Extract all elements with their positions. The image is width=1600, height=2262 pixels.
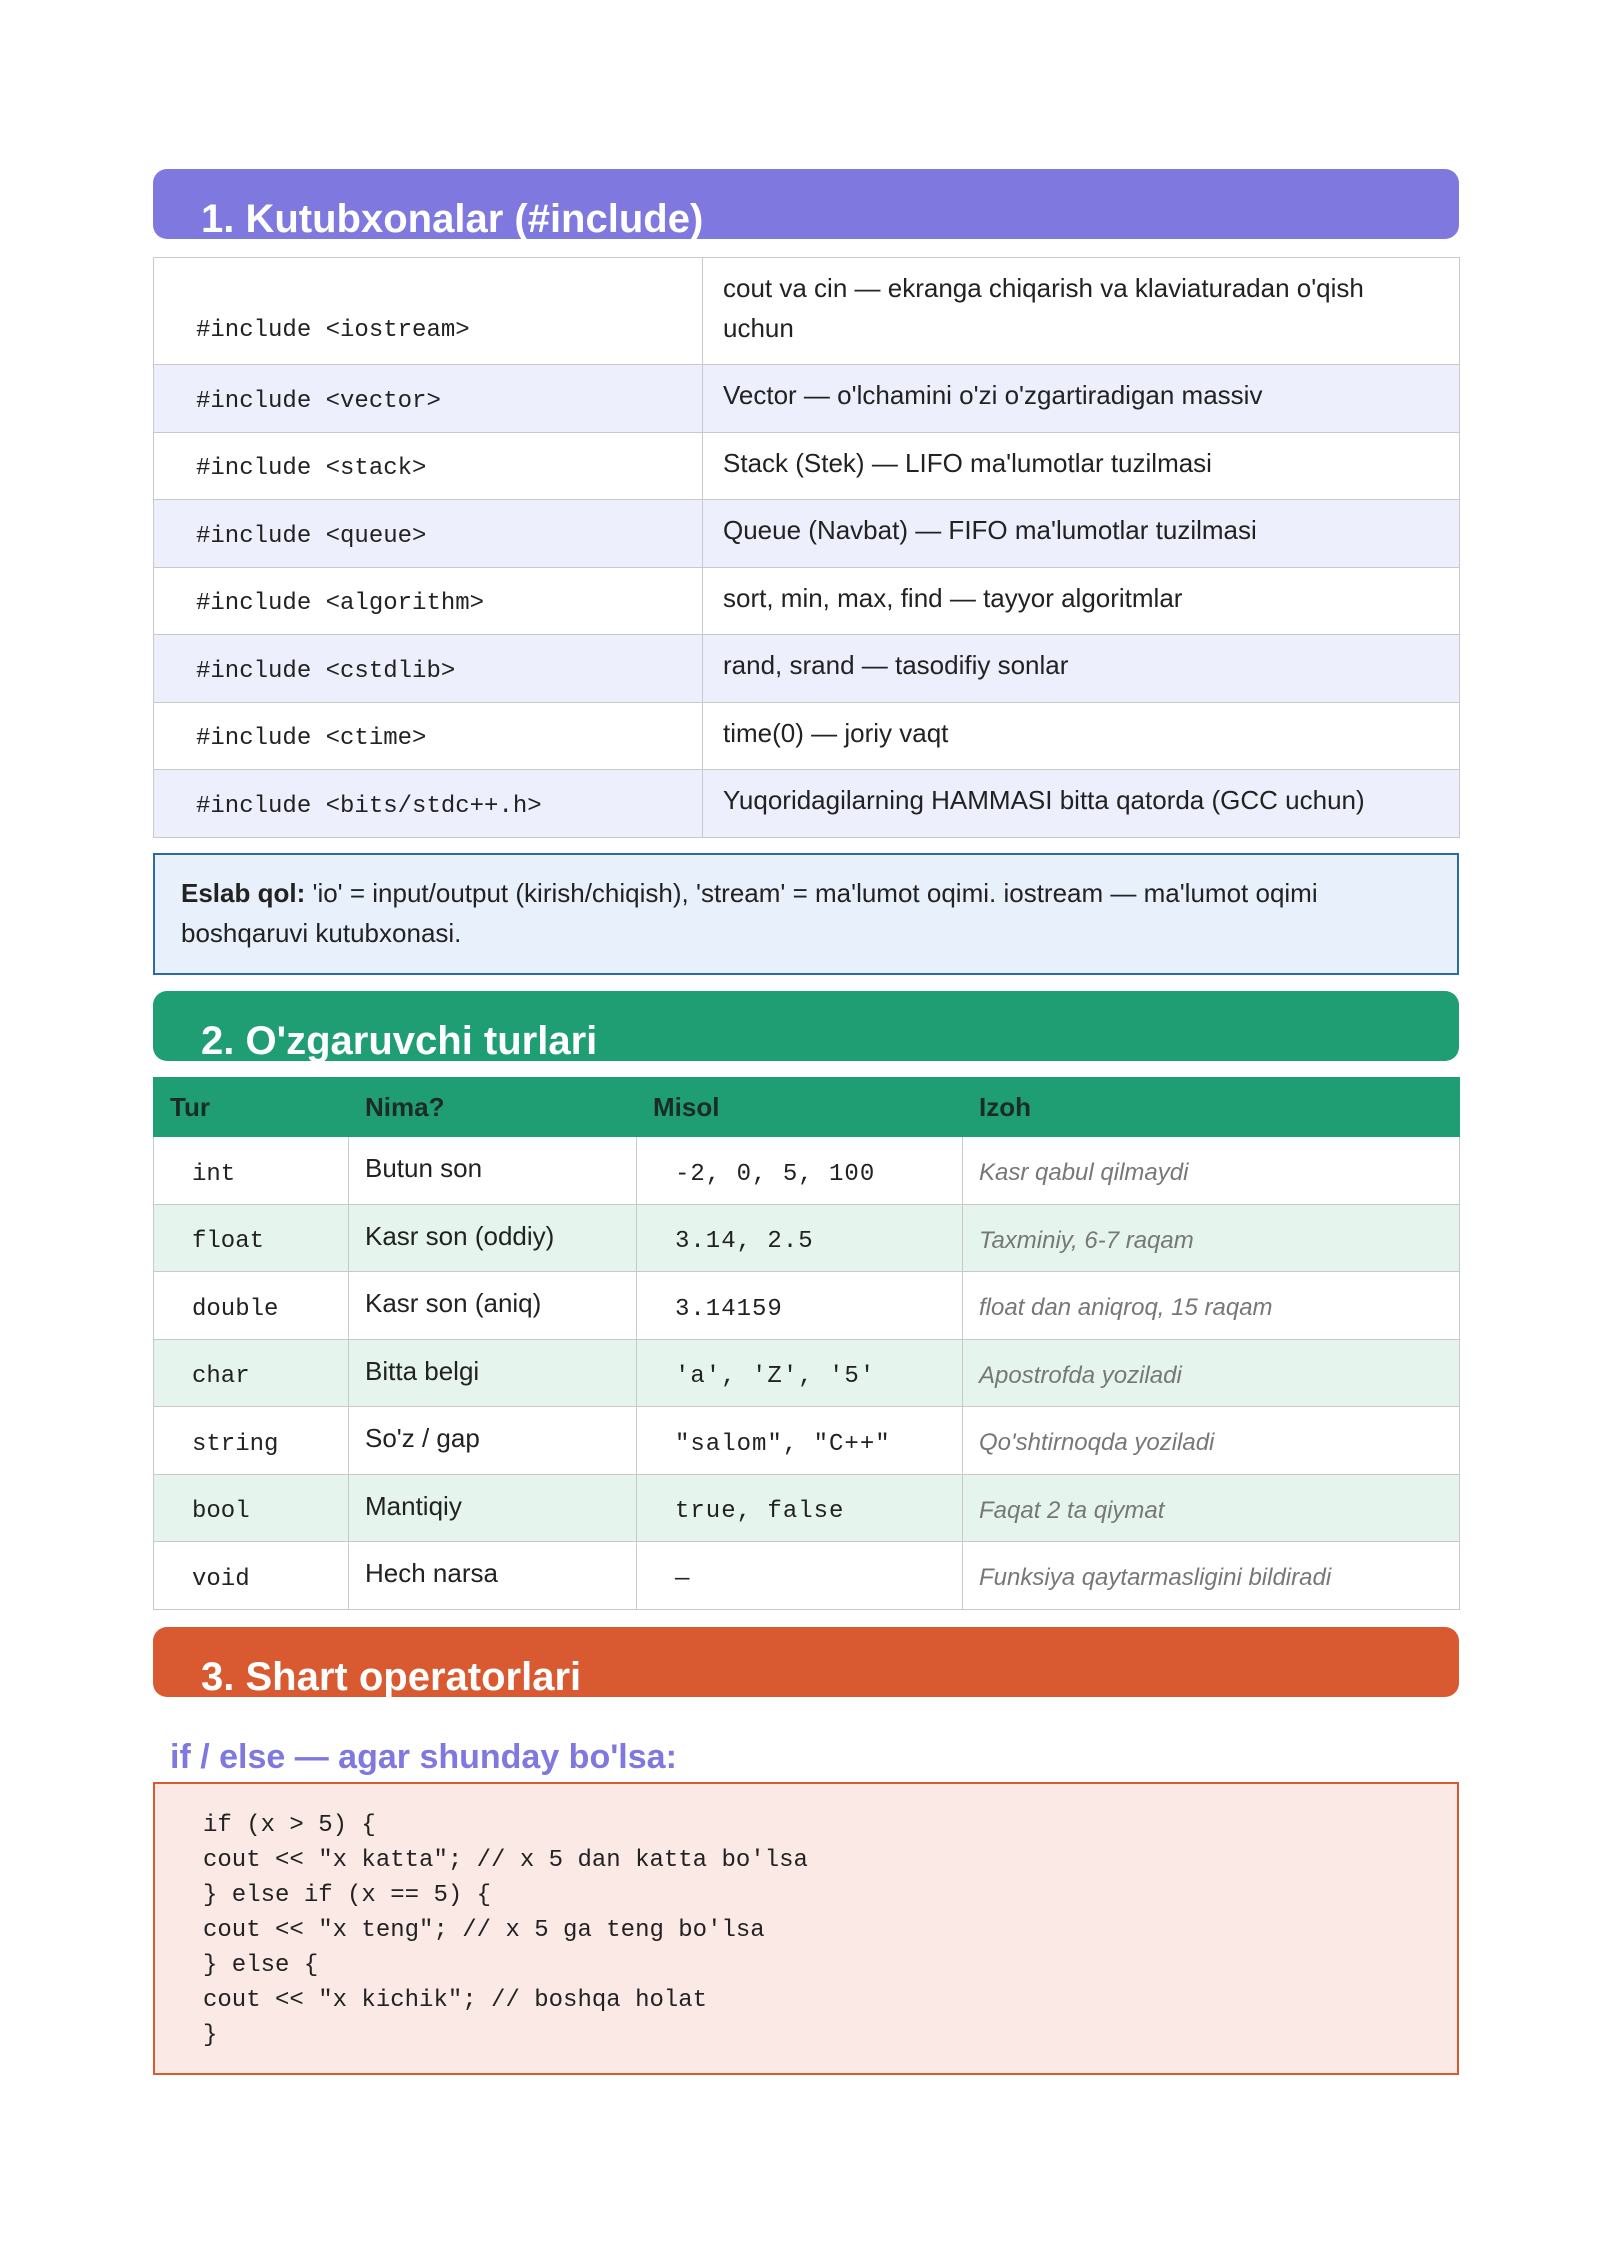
column-header: Izoh bbox=[963, 1078, 1460, 1137]
code-line: cout << "x katta"; // x 5 dan katta bo'lsa bbox=[203, 1847, 808, 1874]
table-row bbox=[154, 1474, 1460, 1542]
section-header-libraries bbox=[153, 169, 1459, 239]
table-row bbox=[154, 1542, 1460, 1610]
example-cell: — bbox=[637, 1542, 963, 1610]
section-title: 2. O'zgaruvchi turlari bbox=[201, 1019, 598, 1063]
meaning-cell: Butun son bbox=[349, 1137, 637, 1205]
type-cell: int bbox=[154, 1137, 349, 1205]
include-description: Queue (Navbat) — FIFO ma'lumotlar tuzilmasi bbox=[703, 500, 1460, 568]
comment-cell: Qo'shtirnoqda yoziladi bbox=[963, 1407, 1460, 1475]
type-cell: double bbox=[154, 1272, 349, 1340]
type-cell: string bbox=[154, 1407, 349, 1475]
code-line: } else { bbox=[203, 1952, 319, 1979]
include-description: Stack (Stek) — LIFO ma'lumotlar tuzilmasi bbox=[703, 432, 1460, 500]
include-description: sort, min, max, find — tayyor algoritmlar bbox=[703, 567, 1460, 635]
example-cell: 'a', 'Z', '5' bbox=[637, 1339, 963, 1407]
table-row bbox=[154, 1272, 1460, 1340]
comment-cell: Faqat 2 ta qiymat bbox=[963, 1474, 1460, 1542]
table-row bbox=[154, 432, 1460, 500]
note-text: 'io' = input/output (kirish/chiqish), 'stream' = ma'lumot oqimi. iostream — ma'lumot oqimi boshqaruvi kutubxonasi. bbox=[181, 878, 1318, 948]
table-row bbox=[154, 770, 1460, 838]
column-header: Nima? bbox=[349, 1078, 637, 1137]
if-else-subtitle: if / else — agar shunday bo'lsa: bbox=[170, 1738, 677, 1776]
type-cell: char bbox=[154, 1339, 349, 1407]
type-cell: bool bbox=[154, 1474, 349, 1542]
include-code: #include <queue> bbox=[154, 500, 703, 568]
include-description: Vector — o'lchamini o'zi o'zgartiradigan massiv bbox=[703, 365, 1460, 433]
code-block bbox=[153, 1782, 1459, 2075]
example-cell: -2, 0, 5, 100 bbox=[637, 1137, 963, 1205]
table-row bbox=[154, 500, 1460, 568]
meaning-cell: Kasr son (oddiy) bbox=[349, 1204, 637, 1272]
table-row bbox=[154, 258, 1460, 365]
table-row bbox=[154, 1204, 1460, 1272]
meaning-cell: Bitta belgi bbox=[349, 1339, 637, 1407]
include-code: #include <iostream> bbox=[154, 258, 703, 365]
include-code: #include <vector> bbox=[154, 365, 703, 433]
code-line: } else if (x == 5) { bbox=[203, 1882, 492, 1909]
include-code: #include <stack> bbox=[154, 432, 703, 500]
include-description: rand, srand — tasodifiy sonlar bbox=[703, 635, 1460, 703]
include-code: #include <cstdlib> bbox=[154, 635, 703, 703]
table-row bbox=[154, 1407, 1460, 1475]
type-cell: void bbox=[154, 1542, 349, 1610]
code-line: if (x > 5) { bbox=[203, 1812, 376, 1839]
table-row bbox=[154, 365, 1460, 433]
section-title: 1. Kutubxonalar (#include) bbox=[201, 197, 704, 241]
include-code: #include <bits/stdc++.h> bbox=[154, 770, 703, 838]
comment-cell: Taxminiy, 6-7 raqam bbox=[963, 1204, 1460, 1272]
section-header-conditionals bbox=[153, 1627, 1459, 1697]
type-cell: float bbox=[154, 1204, 349, 1272]
meaning-cell: Kasr son (aniq) bbox=[349, 1272, 637, 1340]
meaning-cell: Hech narsa bbox=[349, 1542, 637, 1610]
meaning-cell: So'z / gap bbox=[349, 1407, 637, 1475]
column-header: Misol bbox=[637, 1078, 963, 1137]
remember-note bbox=[153, 853, 1459, 975]
section-title: 3. Shart operatorlari bbox=[201, 1655, 582, 1699]
table-header-row bbox=[154, 1078, 1460, 1137]
table-row bbox=[154, 635, 1460, 703]
include-code: #include <ctime> bbox=[154, 702, 703, 770]
libraries-table bbox=[153, 257, 1460, 838]
table-row bbox=[154, 1137, 1460, 1205]
comment-cell: Kasr qabul qilmaydi bbox=[963, 1137, 1460, 1205]
example-cell: 3.14159 bbox=[637, 1272, 963, 1340]
note-label: Eslab qol: bbox=[181, 878, 306, 908]
meaning-cell: Mantiqiy bbox=[349, 1474, 637, 1542]
table-row bbox=[154, 702, 1460, 770]
comment-cell: Funksiya qaytarmasligini bildiradi bbox=[963, 1542, 1460, 1610]
column-header: Tur bbox=[154, 1078, 349, 1137]
code-line: cout << "x kichik"; // boshqa holat bbox=[203, 1987, 708, 2014]
comment-cell: float dan aniqroq, 15 raqam bbox=[963, 1272, 1460, 1340]
table-row bbox=[154, 567, 1460, 635]
example-cell: 3.14, 2.5 bbox=[637, 1204, 963, 1272]
table-row bbox=[154, 1339, 1460, 1407]
example-cell: "salom", "C++" bbox=[637, 1407, 963, 1475]
include-description: Yuqoridagilarning HAMMASI bitta qatorda (GCC uchun) bbox=[703, 770, 1460, 838]
example-cell: true, false bbox=[637, 1474, 963, 1542]
include-description: time(0) — joriy vaqt bbox=[703, 702, 1460, 770]
code-line: cout << "x teng"; // x 5 ga teng bo'lsa bbox=[203, 1917, 765, 1944]
code-line: } bbox=[203, 2022, 218, 2049]
variable-types-table bbox=[153, 1077, 1460, 1610]
include-description: cout va cin — ekranga chiqarish va klaviaturadan o'qish uchun bbox=[703, 258, 1460, 365]
include-code: #include <algorithm> bbox=[154, 567, 703, 635]
section-header-variable-types bbox=[153, 991, 1459, 1061]
comment-cell: Apostrofda yoziladi bbox=[963, 1339, 1460, 1407]
